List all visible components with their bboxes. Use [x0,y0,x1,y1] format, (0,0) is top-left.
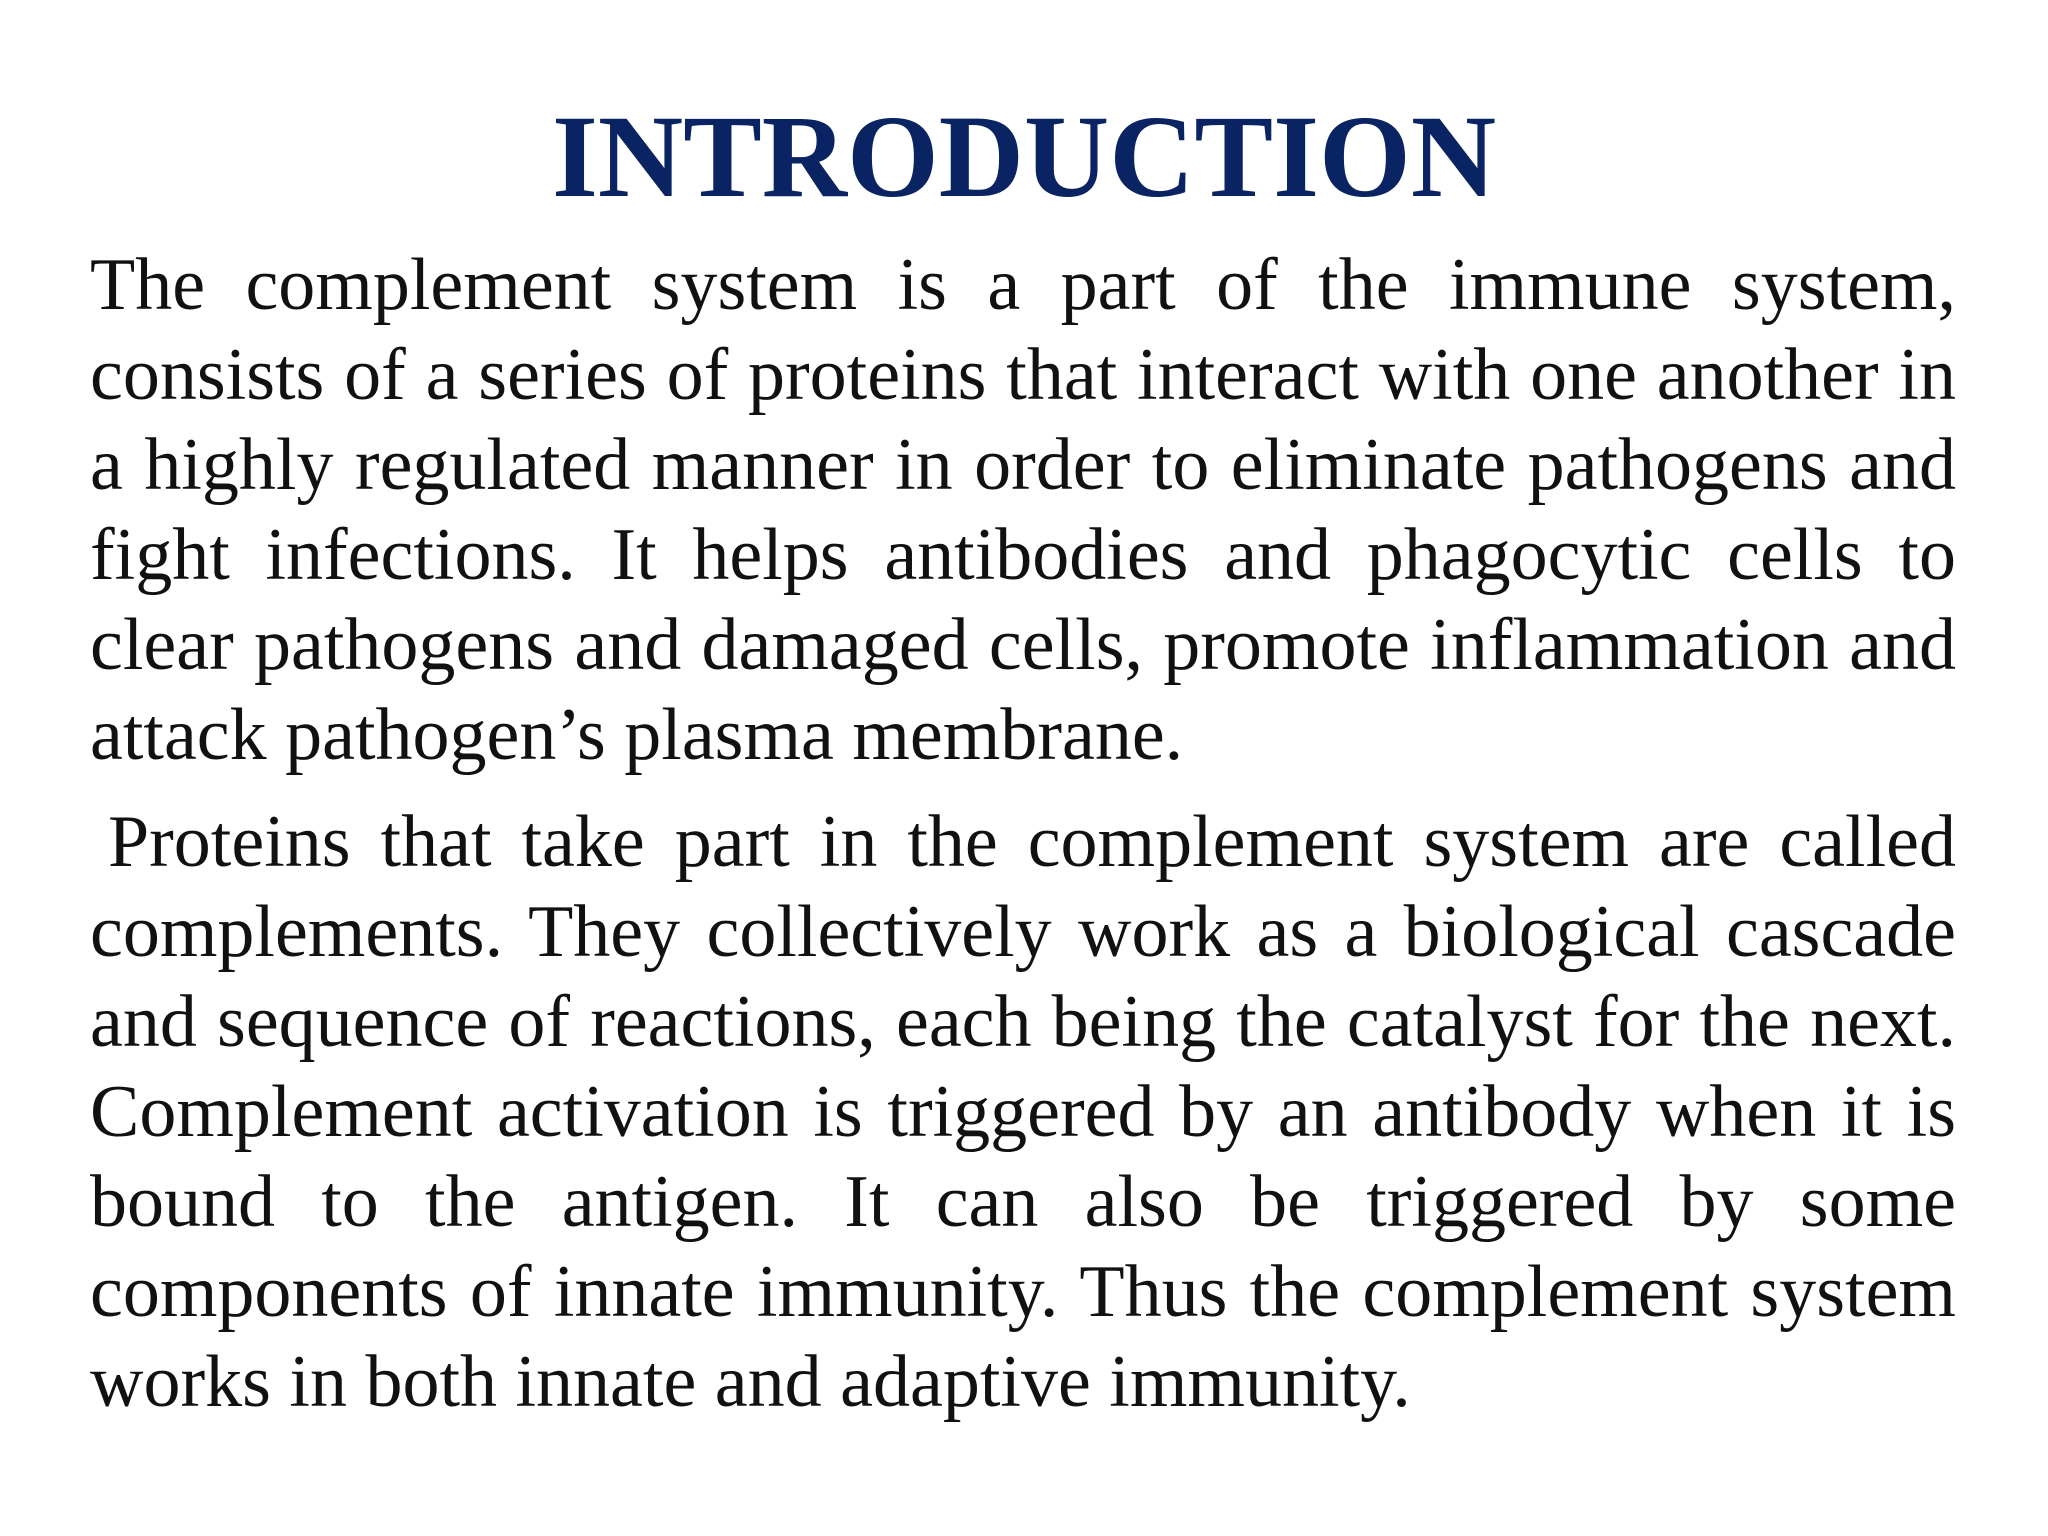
paragraph-complements: Proteins that take part in the complement system are called complements. They collectively work as a biological cascade and sequence of reactions, each being the catalyst for the next. Complement activation is triggered by an antibody when it is bound to the antigen. It can also be triggered by some components of innate immunity. Thus the complement system works in both innate and adaptive immunity. [90,801,1956,1423]
paragraph-introduction: The complement system is a part of the immune system, consists of a series of proteins that interact with one another in a highly regulated manner in order to eliminate pathogens and fight infections. It helps antibodies and phagocytic cells to clear pathogens and damaged cells, promote inflammation and attack pathogen’s plasma membrane. [90,244,1956,776]
slide-title: INTRODUCTION [551,91,1497,222]
